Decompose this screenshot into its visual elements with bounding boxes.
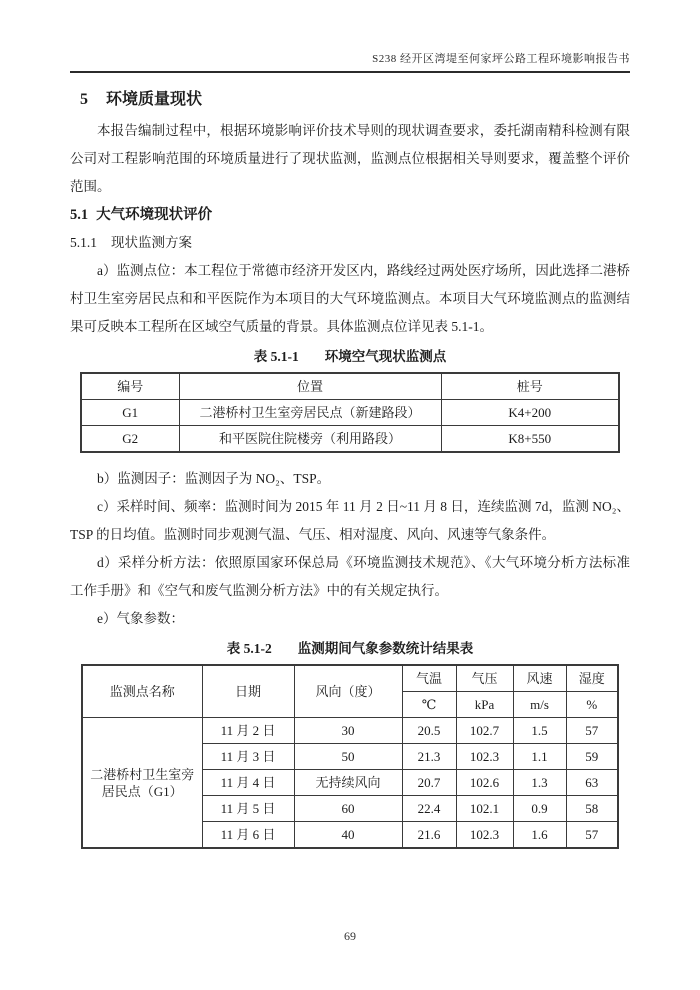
table-header-row <box>81 373 619 400</box>
table-cell: 11 月 6 日 <box>202 822 294 849</box>
table-cell: 1.5 <box>513 718 566 744</box>
table-cell: 22.4 <box>402 796 456 822</box>
table-cell: 11 月 3 日 <box>202 744 294 770</box>
table-cell: 40 <box>294 822 402 849</box>
table-cell: 和平医院住院楼旁（利用路段） <box>179 426 441 453</box>
table-cell: 63 <box>566 770 618 796</box>
table-cell: 0.9 <box>513 796 566 822</box>
table2-caption <box>70 639 630 659</box>
table-cell: 57 <box>566 822 618 849</box>
table1-caption <box>70 347 630 367</box>
section-heading <box>70 201 630 229</box>
report-title: S238 经开区湾堤至何家坪公路工程环境影响报告书 <box>372 53 630 65</box>
table-cell: 30 <box>294 718 402 744</box>
weather-parameters-table <box>81 664 619 849</box>
table-cell: 102.3 <box>456 822 513 849</box>
table-cell: 无持续风向 <box>294 770 402 796</box>
subsection-number: 5.1.1 <box>70 235 97 250</box>
table-cell: G2 <box>81 426 179 453</box>
table-cell: 102.3 <box>456 744 513 770</box>
paragraph-item-b: b）监测因子：监测因子为 NO₂、TSP。 <box>97 471 331 486</box>
paragraph-item-a: a）监测点位：本工程位于常德市经济开发区内，路线经过两处医疗场所，因此选择二港桥村卫生室旁居民点和和平医院作为本项目的大气环境监测点。本项目大气环境监测点的监测结果可反映本工程所在区域空气质量的背景。具体监测点位详见表 5.1-1。 <box>70 263 630 334</box>
table-cell: G1 <box>81 400 179 426</box>
chapter-title: 环境质量现状 <box>106 91 203 108</box>
table-cell: 11 月 2 日 <box>202 718 294 744</box>
table-cell: 11 月 5 日 <box>202 796 294 822</box>
table-cell: 1.1 <box>513 744 566 770</box>
unit-wind-speed: m/s <box>513 692 566 718</box>
table-cell: 20.7 <box>402 770 456 796</box>
subsection-heading <box>70 229 630 257</box>
page-number: 69 <box>344 929 356 943</box>
col-header-wind-speed: 风速 <box>513 665 566 692</box>
table2-caption-text: 监测期间气象参数统计结果表 <box>297 641 474 656</box>
section-number: 5.1 <box>70 207 89 223</box>
col-header-date: 日期 <box>202 665 294 718</box>
paragraph-item-d: d）采样分析方法：依照原国家环保总局《环境监测技术规范》、《大气环境分析方法标准工作手册》和《空气和废气监测分析方法》中的有关规定执行。 <box>70 555 630 598</box>
col-header-location: 位置 <box>179 373 441 400</box>
paragraph-item-c: c）采样时间、频率：监测时间为 2015 年 11 月 2 日~11 月 8 日，连续监测 7d，监测 NO₂、TSP 的日均值。监测时同步观测气温、气压、相对湿度、风向、风速等气象条件。 <box>70 499 630 542</box>
running-header <box>70 50 630 73</box>
col-header-humidity: 湿度 <box>566 665 618 692</box>
site-name-cell: 二港桥村卫生室旁居民点（G1） <box>82 718 202 849</box>
table-cell: 102.1 <box>456 796 513 822</box>
intro-paragraph: 本报告编制过程中，根据环境影响评价技术导则的现状调查要求，委托湖南精科检测有限公司对工程影响范围的环境质量进行了现状监测，监测点位根据相关导则要求，覆盖整个评价范围。 <box>70 123 630 194</box>
table-cell: 59 <box>566 744 618 770</box>
subsection-title: 现状监测方案 <box>111 235 192 250</box>
table-row <box>82 718 618 744</box>
table-cell: K4+200 <box>441 400 619 426</box>
col-header-site: 监测点名称 <box>82 665 202 718</box>
table-cell: 11 月 4 日 <box>202 770 294 796</box>
table-cell: 二港桥村卫生室旁居民点（新建路段） <box>179 400 441 426</box>
col-header-wind-direction: 风向（度） <box>294 665 402 718</box>
chapter-number: 5 <box>80 91 88 108</box>
table-cell: 102.7 <box>456 718 513 744</box>
col-header-id: 编号 <box>81 373 179 400</box>
table-cell: 1.6 <box>513 822 566 849</box>
col-header-stake: 桩号 <box>441 373 619 400</box>
table-header-row <box>82 665 618 692</box>
table-cell: 20.5 <box>402 718 456 744</box>
table-cell: 58 <box>566 796 618 822</box>
unit-humidity: % <box>566 692 618 718</box>
table-cell: K8+550 <box>441 426 619 453</box>
paragraph-item-e: e）气象参数： <box>97 611 184 626</box>
col-header-temperature: 气温 <box>402 665 456 692</box>
table-cell: 102.6 <box>456 770 513 796</box>
table-cell: 21.3 <box>402 744 456 770</box>
table-cell: 57 <box>566 718 618 744</box>
table-cell: 50 <box>294 744 402 770</box>
table-cell: 60 <box>294 796 402 822</box>
table1-caption-text: 环境空气现状监测点 <box>324 349 447 364</box>
air-monitoring-points-table <box>80 372 620 453</box>
table-cell: 21.6 <box>402 822 456 849</box>
table1-caption-label: 表 5.1-1 <box>253 349 299 364</box>
unit-temperature: ℃ <box>402 692 456 718</box>
unit-pressure: kPa <box>456 692 513 718</box>
table-cell: 1.3 <box>513 770 566 796</box>
chapter-heading <box>80 89 630 111</box>
col-header-pressure: 气压 <box>456 665 513 692</box>
table-row <box>81 426 619 453</box>
section-title: 大气环境现状评价 <box>96 207 213 223</box>
table-row <box>81 400 619 426</box>
table2-caption-label: 表 5.1-2 <box>226 641 272 656</box>
